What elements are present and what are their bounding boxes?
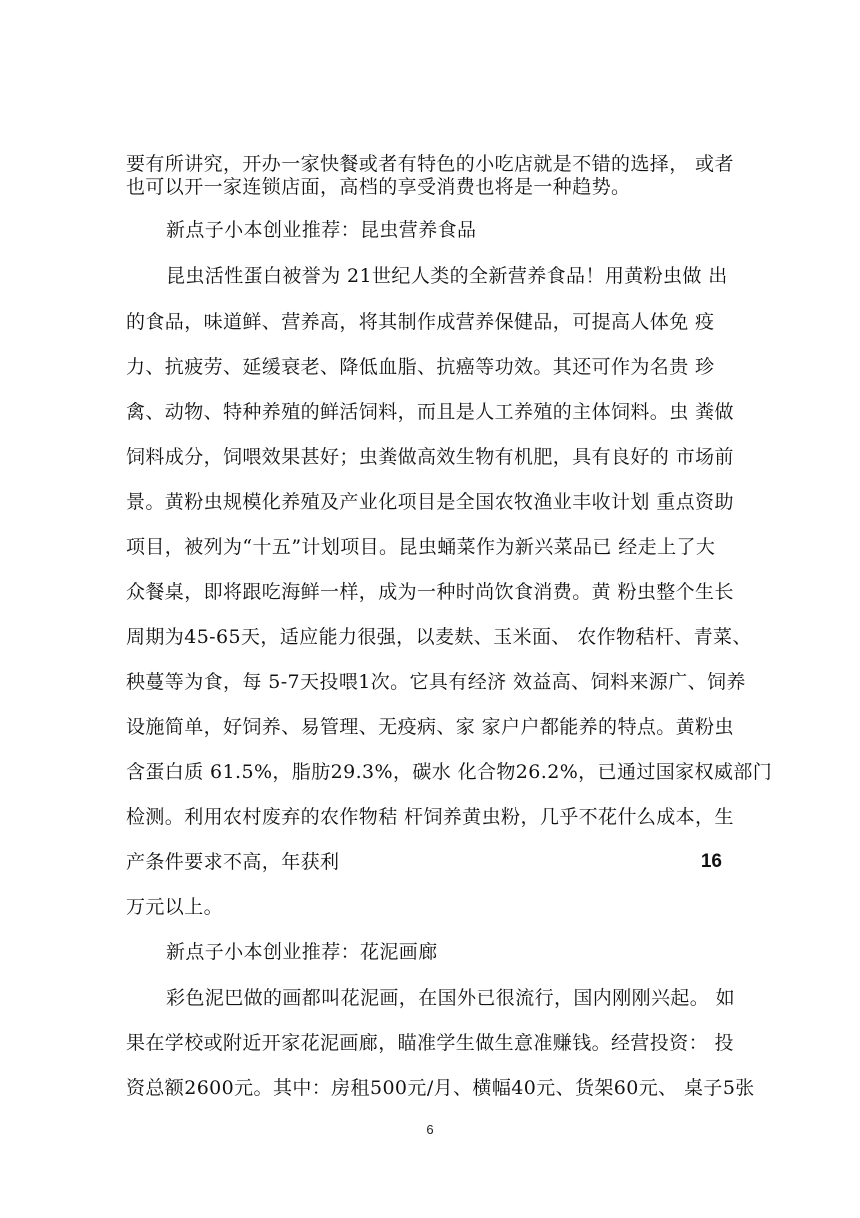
paragraph-line: 也可以开一家连锁店面，高档的享受消费也将是一种趋势。 (126, 176, 631, 198)
paragraph-line: 检测。利用农村废弃的农作物秸 杆饲养黄虫粉，几乎不花什么成本，生 (126, 806, 734, 828)
section-heading-insect-food: 新点子小本创业推荐：昆虫营养食品 (166, 219, 477, 241)
paragraph-line: 饲料成分，饲喂效果甚好；虫粪做高效生物有机肥，具有良好的 市场前 (126, 446, 734, 468)
paragraph-line: 景。黄粉虫规模化养殖及产业化项目是全国农牧渔业丰收计划 重点资助 (126, 491, 734, 513)
paragraph-line: 力、抗疲劳、延缓衰老、降低血脂、抗癌等功效。其还可作为名贵 珍 (126, 356, 715, 378)
paragraph-line: 禽、动物、特种养殖的鲜活饲料，而且是人工养殖的主体饲料。虫 粪做 (126, 401, 734, 423)
paragraph-line: 要有所讲究，开办一家快餐或者有特色的小吃店就是不错的选择， 或者 (126, 153, 734, 175)
paragraph-line: 设施简单，好饲养、易管理、无疫病、家 家户户都能养的特点。黄粉虫 (126, 716, 734, 738)
section-heading-flower-mud-gallery: 新点子小本创业推荐：花泥画廊 (166, 941, 438, 963)
profit-value: 16 (700, 851, 722, 872)
paragraph-line: 果在学校或附近开家花泥画廊，瞄准学生做生意准赚钱。经营投资： 投 (126, 1032, 734, 1054)
paragraph-line: 众餐桌，即将跟吃海鲜一样，成为一种时尚饮食消费。黄 粉虫整个生长 (126, 581, 734, 603)
paragraph-line: 项目，被列为“十五”计划项目。昆虫蛹菜作为新兴菜品已 经走上了大 (126, 536, 716, 558)
paragraph-line: 昆虫活性蛋白被誉为 21世纪人类的全新营养食品！用黄粉虫做 出 (166, 265, 728, 287)
page-number: 6 (426, 1122, 434, 1137)
paragraph-line: 彩色泥巴做的画都叫花泥画，在国外已很流行，国内刚刚兴起。 如 (166, 987, 736, 1009)
paragraph-line: 秧蔓等为食，每 5-7天投喂1次。它具有经济 效益高、饲料来源广、饲养 (126, 671, 746, 693)
paragraph-line: 产条件要求不高，年获利 (126, 851, 340, 873)
paragraph-line: 周期为45-65天，适应能力很强，以麦麸、玉米面、 农作物秸杆、青菜、 (126, 626, 752, 648)
paragraph-line: 万元以上。 (126, 896, 224, 918)
paragraph-line: 资总额2600元。其中：房租500元/月、横幅40元、货架60元、 桌子5张 (126, 1077, 755, 1099)
paragraph-line: 的食品，味道鲜、营养高，将其制作成营养保健品，可提高人体免 疫 (126, 311, 715, 333)
paragraph-line: 含蛋白质 61.5%，脂肪29.3%，碳水 化合物26.2%，已通过国家权威部门 (126, 761, 773, 783)
